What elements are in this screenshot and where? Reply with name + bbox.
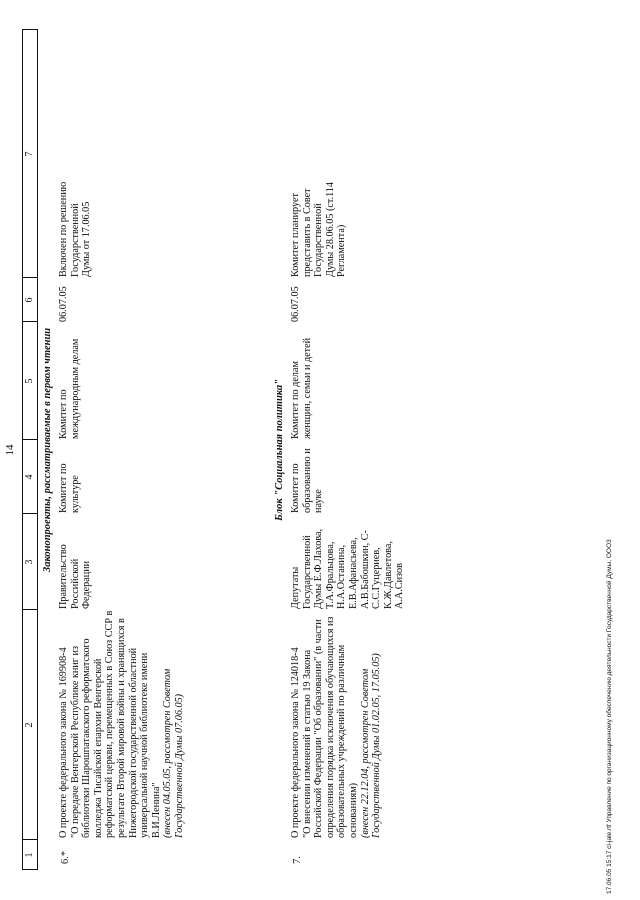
section-title: Законопроекты, рассматриваемые в первом чтении bbox=[42, 327, 53, 573]
page-number: 14 bbox=[4, 444, 16, 456]
responsible-committee: Комитет по культуре bbox=[58, 463, 81, 513]
bill-description bbox=[290, 610, 383, 838]
bill-description bbox=[58, 610, 186, 838]
bill-text: "О передаче Венгерской Республике книг из библиотеки Шарошпатакского реформатского колледжа Тисайской епархии Венгерской реформатской церкви, перемещенных в Союз ССР в результате Второй мировой войны и хранящихся в Нижегородской государственной областной универсальной научной библиотеке имени В.И.Ленина" bbox=[69, 610, 162, 838]
bill-note: (внесен 04.05.05, рассмотрен Советом Государственной Думы 07.06.05) bbox=[162, 668, 185, 838]
bill-title: О проекте федерального закона № 169908-4 bbox=[58, 647, 69, 838]
status-note: Комитет планирует представить в Совет Государственной Думы 28.06.05 (ст.114 Регламента) bbox=[290, 182, 348, 277]
column-header: 5 bbox=[24, 378, 35, 384]
responsible-committee: Комитет по образованию и науке bbox=[290, 448, 325, 513]
header-bottom-border bbox=[37, 30, 38, 870]
row-number: 7. bbox=[292, 856, 303, 864]
co-committee: Комитет по международным делам bbox=[58, 338, 81, 439]
column-header: 3 bbox=[24, 559, 35, 565]
column-header: 2 bbox=[24, 722, 35, 728]
initiator: Депутаты Государственной Думы Е.Ф.Лахова, Т.А.Фральцова, Н.А.Останина, Е.В.Афанасьева, А.В.Бабошкин, С-С.С.Гуцериев, К.Ж.Давлетова, А.А.Сизов bbox=[290, 528, 406, 609]
status-note: Включен по решению Государственной Думы от 17.06.05 bbox=[58, 181, 93, 277]
column-header: 6 bbox=[24, 297, 35, 303]
row-number: 6.* bbox=[60, 850, 71, 864]
bill-text: "О внесении изменений в статью 19 Закона Российской Федерации "Об образовании" (в части определения порядка исключения обучающихся из образовательных учреждений по различным основаниям) bbox=[301, 616, 359, 838]
date: 06.07.05 bbox=[58, 286, 69, 322]
bill-title: О проекте федерального закона № 124018-4 bbox=[290, 647, 301, 838]
initiator: Правительство Российской Федерации bbox=[58, 544, 93, 609]
co-committee: Комитет по делам женщин, семьи и детей bbox=[290, 337, 313, 439]
block-title: Блок "Социальная политика" bbox=[274, 379, 285, 521]
date: 06.07.05 bbox=[290, 286, 301, 322]
page-footer: 17.06.05 15:17 cl-jale.rtf Управление по организационному обеспечению деятельности Государственной Думы, ООО3 bbox=[606, 539, 613, 894]
column-header: 1 bbox=[24, 852, 35, 858]
bill-note: (внесен 22.12.04, рассмотрен Советом Государственной Думы 01.02.05, 17.05.05) bbox=[359, 653, 383, 838]
column-header: 4 bbox=[24, 474, 35, 480]
column-header: 7 bbox=[24, 151, 35, 157]
